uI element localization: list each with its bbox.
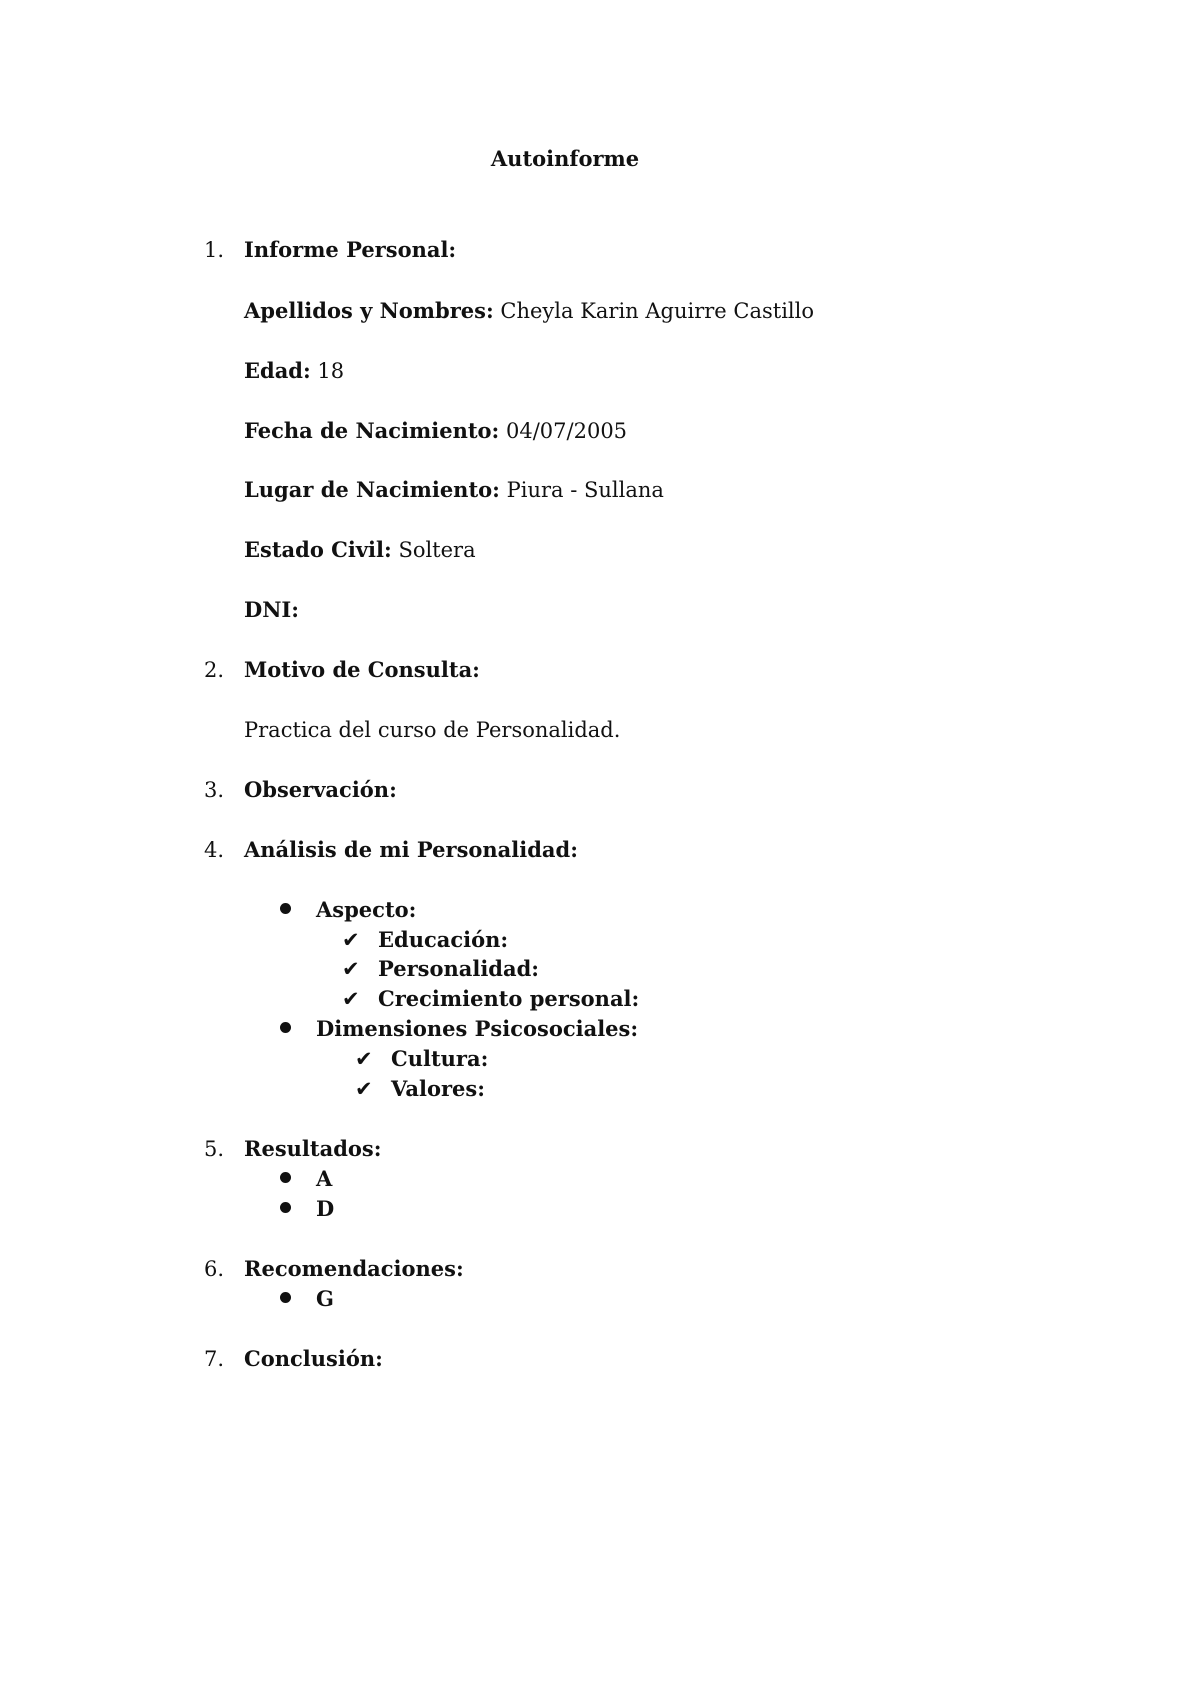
section-number-6: 6.: [204, 1257, 225, 1281]
field-value: Piura - Sullana: [506, 478, 664, 502]
field-value: Soltera: [398, 538, 476, 562]
section-heading-recomendaciones: Recomendaciones:: [244, 1256, 464, 1281]
list-item-educacion: Educación:: [378, 927, 509, 952]
section-number-1: 1.: [204, 238, 225, 262]
section-number-7: 7.: [204, 1347, 225, 1371]
section-heading-motivo-consulta: Motivo de Consulta:: [244, 657, 480, 682]
bullet-icon: [280, 1292, 291, 1303]
field-dni: [244, 597, 299, 623]
motivo-text: Practica del curso de Personalidad.: [244, 718, 621, 742]
field-label: Estado Civil:: [244, 537, 392, 562]
section-heading-observacion: Observación:: [244, 777, 397, 802]
bullet-icon: [280, 1022, 291, 1033]
bullet-icon: [280, 1202, 291, 1213]
section-number-3: 3.: [204, 778, 225, 802]
field-label: Edad:: [244, 358, 311, 383]
checkmark-icon: ✔: [355, 1047, 373, 1071]
field-value: 04/07/2005: [506, 419, 628, 443]
field-label: Fecha de Nacimiento:: [244, 418, 500, 443]
field-fecha-nacimiento: [244, 418, 627, 444]
section-heading-analisis: Análisis de mi Personalidad:: [244, 837, 578, 862]
section-number-2: 2.: [204, 658, 225, 682]
checkmark-icon: ✔: [342, 987, 360, 1011]
field-value: Cheyla Karin Aguirre Castillo: [500, 299, 814, 323]
section-heading-conclusion: Conclusión:: [244, 1346, 383, 1371]
section-heading-informe-personal: Informe Personal:: [244, 237, 457, 262]
field-value: 18: [317, 359, 345, 383]
list-item-valores: Valores:: [391, 1076, 485, 1101]
bullet-icon: [280, 1172, 291, 1183]
document-title: Autoinforme: [490, 146, 640, 171]
bullet-icon: [280, 903, 291, 914]
field-estado-civil: [244, 537, 476, 563]
section-heading-resultados: Resultados:: [244, 1136, 382, 1161]
list-item-resultado: A: [316, 1166, 333, 1191]
section-number-5: 5.: [204, 1137, 225, 1161]
section-number-4: 4.: [204, 838, 225, 862]
field-label: Lugar de Nacimiento:: [244, 477, 500, 502]
list-item-dimensiones: Dimensiones Psicosociales:: [316, 1016, 639, 1041]
list-item-resultado: D: [316, 1196, 335, 1221]
list-item-personalidad: Personalidad:: [378, 956, 540, 981]
list-item-aspecto: Aspecto:: [316, 897, 417, 922]
list-item-cultura: Cultura:: [391, 1046, 489, 1071]
field-apellidos-nombres: [244, 298, 814, 324]
checkmark-icon: ✔: [342, 957, 360, 981]
field-label: DNI:: [244, 597, 299, 622]
list-item-recomendacion: G: [316, 1286, 334, 1311]
list-item-crecimiento-personal: Crecimiento personal:: [378, 986, 640, 1011]
checkmark-icon: ✔: [355, 1077, 373, 1101]
field-lugar-nacimiento: [244, 477, 664, 503]
field-label: Apellidos y Nombres:: [244, 298, 494, 323]
checkmark-icon: ✔: [342, 928, 360, 952]
field-edad: [244, 358, 344, 384]
